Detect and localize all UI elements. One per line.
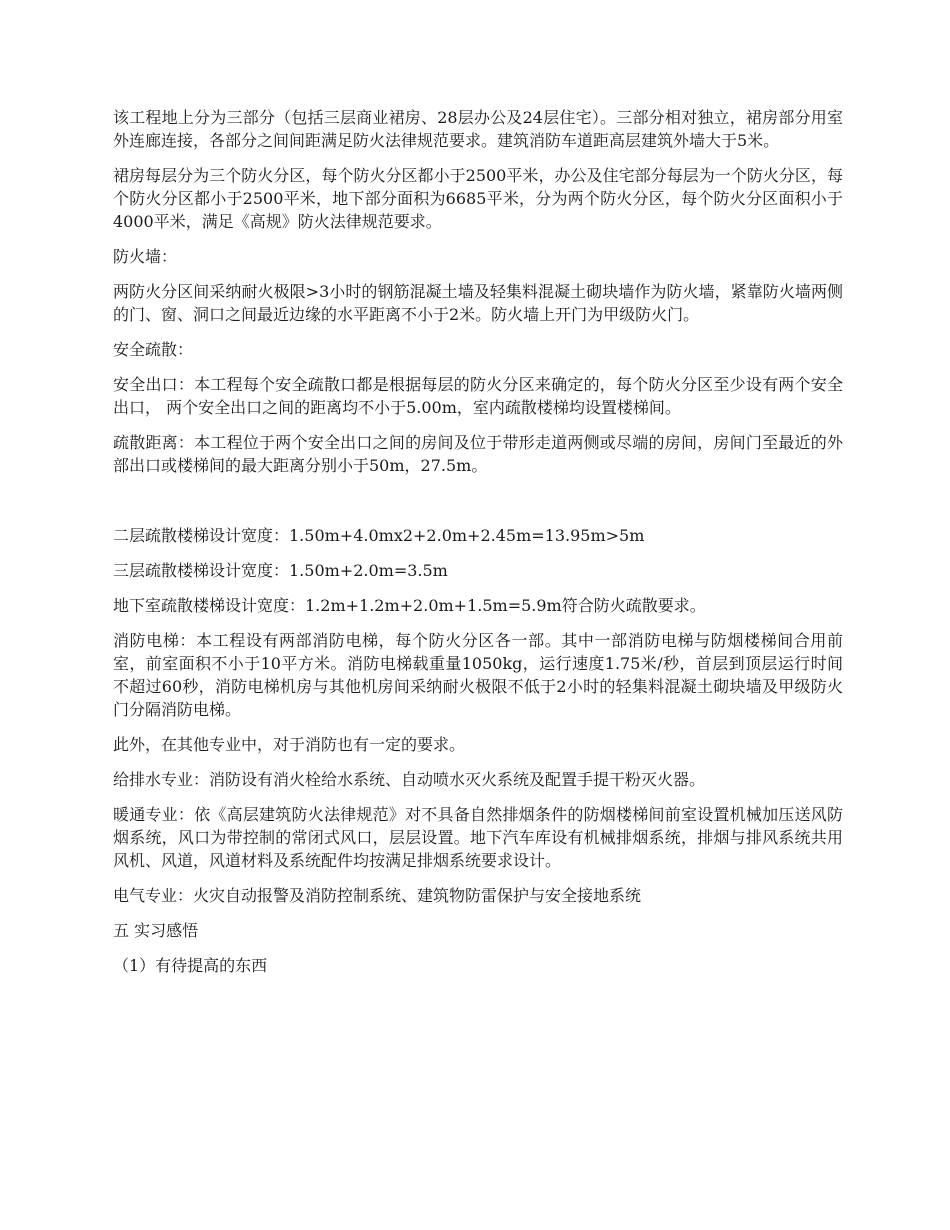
heading-evacuation: 安全疏散：: [113, 340, 194, 359]
section-heading-internship-reflection: 五 实习感悟: [113, 921, 199, 940]
paragraph-firewall: 两防火分区间采纳耐火极限>3小时的钢筋混凝土墙及轻集料混凝土砌块墙作为防火墙，紧靠防火墙两侧的门、窗、洞口之间最近边缘的水平距离不小于2米。防火墙上开门为甲级防火门。: [113, 282, 843, 324]
paragraph-building-layout: 该工程地上分为三部分（包括三层商业裙房、28层办公及24层住宅）。三部分相对独立，裙房部分用室外连廊连接，各部分之间间距满足防火法律规范要求。建筑消防车道距高层建筑外墙大于5米。: [113, 108, 843, 150]
paragraph-evacuation-distance: 疏散距离：本工程位于两个安全出口之间的房间及位于带形走道两侧或尽端的房间，房间门至最近的外部出口或楼梯间的最大距离分别小于50m，27.5m。: [113, 433, 843, 475]
blank-gap: [113, 489, 843, 524]
paragraph-plumbing: 给排水专业：消防设有消火栓给水系统、自动喷水灭火系统及配置手提干粉灭火器。: [113, 770, 706, 789]
paragraph-stair-width-floor2: 二层疏散楼梯设计宽度：1.50m+4.0mx2+2.0m+2.45m=13.95m>5m: [113, 526, 645, 545]
paragraph-fire-elevator: 消防电梯：本工程设有两部消防电梯，每个防火分区各一部。其中一部消防电梯与防烟楼梯间合用前室，前室面积不小于10平方米。消防电梯载重量1050kg，运行速度1.75米/秒，首层到顶层运行时间不超过60秒，消防电梯机房与其他机房间采纳耐火极限不低于2小时的轻集料混凝土砌块墙及甲级防火门分隔消防电梯。: [113, 631, 843, 719]
subheading-to-improve: （1）有待提高的东西: [113, 956, 268, 975]
paragraph-electrical: 电气专业：火灾自动报警及消防控制系统、建筑物防雷保护与安全接地系统: [113, 886, 642, 905]
paragraph-hvac: 暖通专业：依《高层建筑防火法律规范》对不具备自然排烟条件的防烟楼梯间前室设置机械加压送风防烟系统，风口为带控制的常闭式风口，层层设置。地下汽车库设有机械排烟系统，排烟与排风系统共用风机、风道，风道材料及系统配件均按满足排烟系统要求设计。: [113, 805, 843, 870]
paragraph-fire-compartments: 裙房每层分为三个防火分区，每个防火分区都小于2500平米，办公及住宅部分每层为一个防火分区，每个防火分区都小于2500平米，地下部分面积为6685平米，分为两个防火分区，每个防火分区面积小于4000平米，满足《高规》防火法律规范要求。: [113, 166, 843, 231]
paragraph-stair-width-floor3: 三层疏散楼梯设计宽度：1.50m+2.0m=3.5m: [113, 561, 448, 580]
document-body: [113, 106, 843, 989]
paragraph-other-disciplines: 此外，在其他专业中，对于消防也有一定的要求。: [113, 735, 466, 754]
paragraph-safety-exits: 安全出口：本工程每个安全疏散口都是根据每层的防火分区来确定的，每个防火分区至少设有两个安全出口， 两个安全出口之间的距离均不小于5.00m，室内疏散楼梯均设置楼梯间。: [113, 375, 843, 417]
heading-firewall: 防火墙：: [113, 247, 178, 266]
paragraph-stair-width-basement: 地下室疏散楼梯设计宽度：1.2m+1.2m+2.0m+1.5m=5.9m符合防火疏散要求。: [113, 596, 706, 615]
